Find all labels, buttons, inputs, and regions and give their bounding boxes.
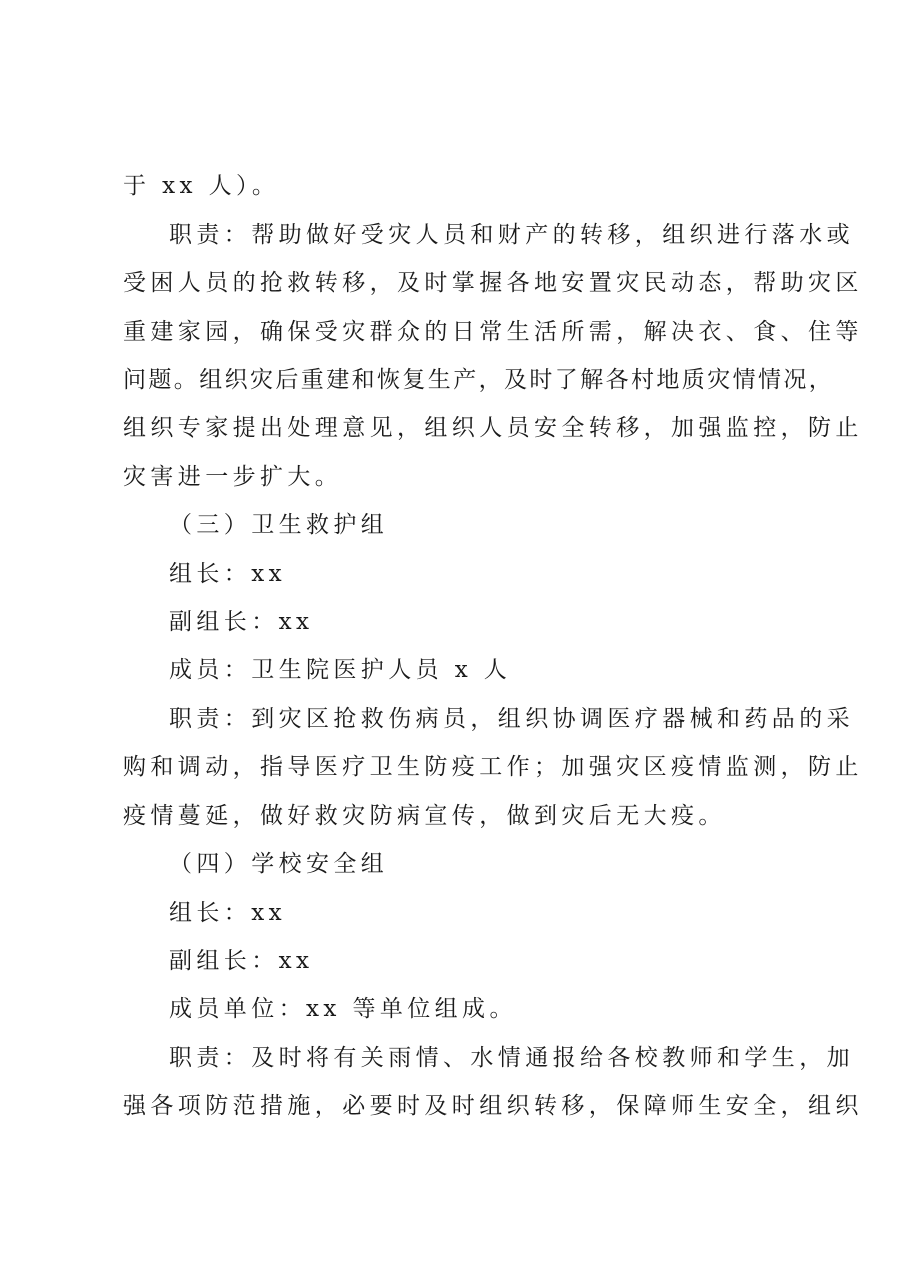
text-line-12: 职责：到灾区抢救伤病员，组织协调医疗器械和药品的采 — [169, 706, 854, 732]
text-line-9: 组长：xx — [169, 561, 286, 587]
text-line-13: 购和调动，指导医疗卫生防疫工作；加强灾区疫情监测，防止 — [123, 754, 863, 780]
text-line-18: 成员单位：xx 等单位组成。 — [169, 996, 517, 1022]
text-line-16: 组长：xx — [169, 900, 286, 926]
text-line-5: 问题。组织灾后重建和恢复生产，及时了解各村地质灾情情况， — [123, 367, 835, 393]
section-heading-4: （四）学校安全组 — [169, 851, 389, 877]
text-line-14: 疫情蔓延，做好救灾防病宣传，做到灾后无大疫。 — [123, 803, 726, 829]
text-line-3: 受困人员的抢救转移，及时掌握各地安置灾民动态，帮助灾区 — [123, 270, 863, 296]
text-line-20: 强各项防范措施，必要时及时组织转移，保障师生安全，组织 — [123, 1093, 863, 1119]
section-heading-3: （三）卫生救护组 — [169, 512, 389, 538]
text-line-11: 成员：卫生院医护人员 x 人 — [169, 657, 512, 683]
text-line-2: 职责：帮助做好受灾人员和财产的转移，组织进行落水或 — [169, 222, 854, 248]
text-line-19: 职责：及时将有关雨情、水情通报给各校教师和学生，加 — [169, 1045, 854, 1071]
text-line-10: 副组长：xx — [169, 609, 314, 635]
text-line-17: 副组长：xx — [169, 948, 314, 974]
text-line-6: 组织专家提出处理意见，组织人员安全转移，加强监控，防止 — [123, 415, 863, 441]
text-line-1: 于 xx 人）。 — [123, 173, 280, 199]
text-line-4: 重建家园，确保受灾群众的日常生活所需，解决衣、食、住等 — [123, 319, 863, 345]
text-line-7: 灾害进一步扩大。 — [123, 464, 343, 490]
